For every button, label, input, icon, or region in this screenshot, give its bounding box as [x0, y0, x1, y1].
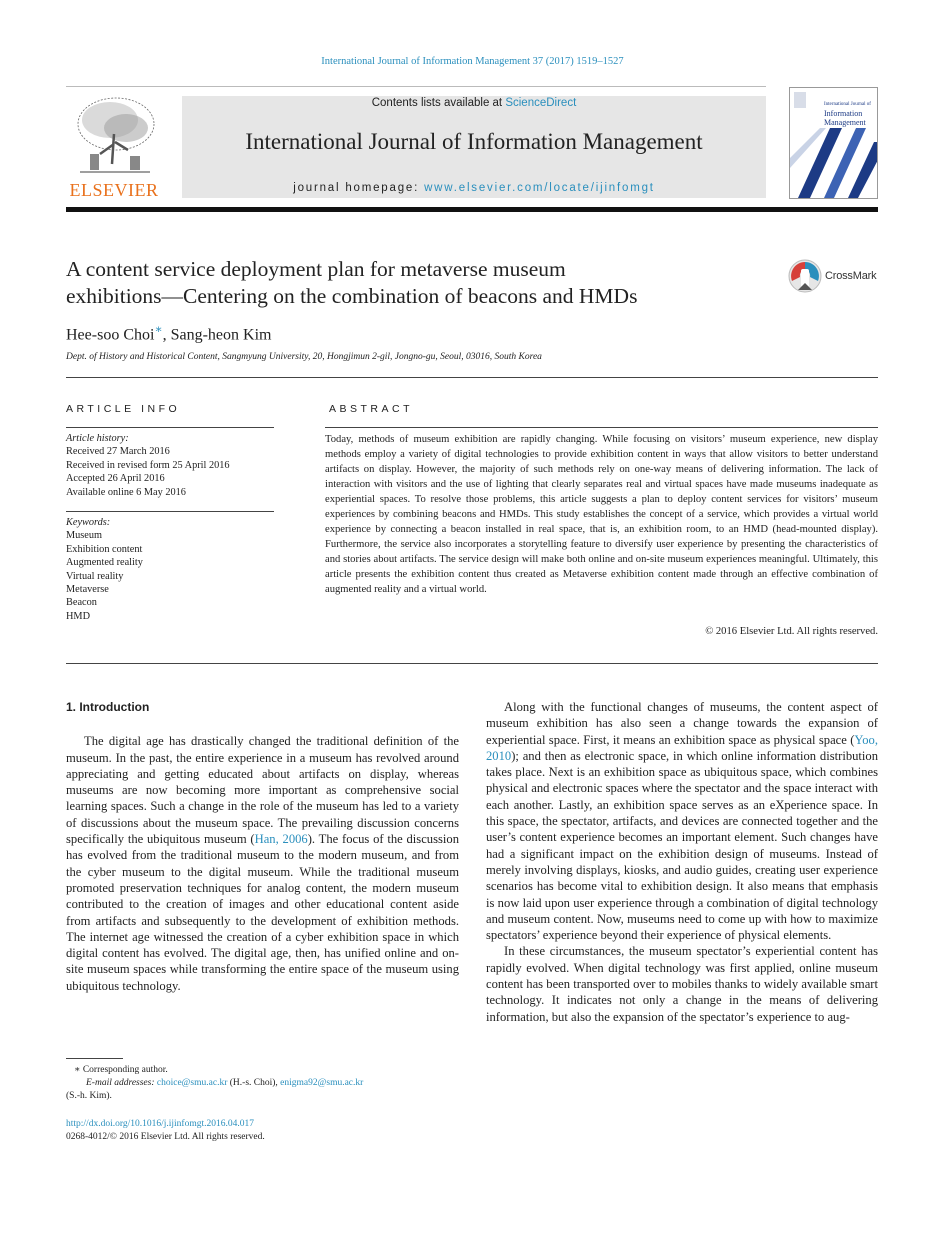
- doi-link[interactable]: http://dx.doi.org/10.1016/j.ijinfomgt.2016.04.017: [66, 1119, 254, 1129]
- divider: [66, 427, 274, 428]
- section-heading-introduction: 1. Introduction: [66, 700, 150, 714]
- author-list: [66, 322, 271, 344]
- body-paragraph: [486, 699, 878, 943]
- article-info-heading: ARTICLE INFO: [66, 403, 181, 415]
- email-link[interactable]: enigma92@smu.ac.kr: [280, 1078, 364, 1088]
- keyword-item: Beacon: [66, 597, 97, 609]
- divider: [66, 511, 274, 512]
- email-link[interactable]: choice@smu.ac.kr: [156, 1078, 228, 1088]
- journal-title: International Journal of Information Management: [245, 129, 703, 154]
- keyword-item: HMD: [66, 610, 91, 622]
- cover-title-line3: Management: [824, 118, 866, 127]
- footnote-rule: [66, 1058, 123, 1059]
- paragraph-text: ). The focus of the discussion has evolved from the traditional museum to the modern museum, and from the cyber museum to the digital museum. While the traditional museum promoted preservation techniques for analog content, the modern museum contributed to the creation of images and other educational content aside from artifacts and subsequently to the development of exhibition methods. The internet age witnessed the creation of a cyber exhibition space in which digital content has evolved. The digital age, then, has unified online and on-site museum spaces while transforming the entire space of the museum using ubiquitous technology.: [66, 832, 459, 993]
- masthead-bottom-rule: [66, 207, 878, 212]
- abstract-text: Today, methods of museum exhibition are rapidly changing. While focusing on visitors’ museum experience, new display methods employ a variety of digital technologies to provide exhibition content in ways that allow visitors to better understand artifacts on display. However, the majority of such methods rely on one-way means of delivering information. The lack of interaction with visitors and the use of lighting that clearly separates real and virtual spaces have made museums inadequate as experiential spaces. To resolve those problems, this article suggests a plan to deploy content services for visitors’ museum experiences by combining beacons and HMDs. This study establishes the concept of a service, which provides a virtual world experience by connecting a beacon installed in real space, that is, an exhibition room, to an HMD (head-mounted display). Furthermore, the service also incorporates a storytelling feature to diversify user experience by presenting the characteristics of and stories about artifacts. The service design will make both online and on-site museum experiences meaningful. Ultimately, this article presents the exhibition content thus created as Metaverse exhibition content made through an effective combination of augmented reality and a virtual world.: [325, 434, 878, 595]
- homepage-prefix: journal homepage:: [293, 182, 425, 194]
- contents-line: [182, 97, 766, 109]
- masthead-top-rule: [66, 86, 766, 87]
- citation-link[interactable]: Yoo, 2010: [486, 732, 878, 763]
- abstract-heading: ABSTRACT: [329, 403, 414, 415]
- history-item: Received 27 March 2016: [66, 446, 170, 458]
- paragraph-text: ); and then as electronic space, in which online information distribution takes place. Next is an exhibition space as ubiquitous space, which combines physical and electronic spaces where the spectator and the space interact with each another. Lastly, an exhibition space serves as an eXperience space. In this space, the spectator, artifacts, and devices are connected together and the user’s content experience becomes an important element. Such changes have had a significant impact on the exhibition design of museums. Instead of merely involving displays, kiosks, and audio guides, creating user experience scenarios has become vital to exhibition design. It also means that emphasis is now laid upon user experience through a combination of digital technology and museum content. Now, museums need to come up with how to maximize spectators’ experience beyond their experience of physical elements.: [486, 748, 878, 943]
- elsevier-logo[interactable]: [66, 94, 162, 200]
- cover-title-line1: International Journal of: [824, 102, 871, 107]
- body-paragraph: In these circumstances, the museum spectator’s experiential content has rapidly evolved. When digital technology was first applied, online museum content has been transported over to mobiles thanks to widely available smart technology. It indicates not only a change in the means of delivering information, but also the expansion of the spectator’s experience to aug-: [486, 944, 878, 1024]
- history-item: Available online 6 May 2016: [66, 486, 186, 498]
- journal-homepage: [182, 182, 766, 194]
- keywords-label: Keywords:: [66, 517, 111, 528]
- homepage-link[interactable]: www.elsevier.com/locate/ijinfomgt: [424, 182, 655, 194]
- history-item: Received in revised form 25 April 2016: [66, 459, 230, 471]
- cover-title-line2: Information: [824, 109, 863, 118]
- body-column-right: [486, 699, 878, 1025]
- masthead: [66, 86, 878, 199]
- journal-cover-thumbnail[interactable]: [789, 87, 878, 199]
- author-separator: ,: [162, 326, 171, 344]
- paragraph-text: Along with the functional changes of museums, the content aspect of museum exhibition has also seen a change towards the expansion of experiential space. First, it means an exhibition space as physical space (: [486, 700, 878, 747]
- email-addresses: [66, 1077, 459, 1090]
- divider: [66, 663, 878, 664]
- citation-link[interactable]: Han, 2006: [254, 832, 308, 847]
- cover-title: [824, 100, 871, 127]
- crossmark-label: CrossMark: [825, 270, 877, 282]
- keyword-item: Virtual reality: [66, 570, 124, 582]
- article-title-line2: exhibitions—Centering on the combination of beacons and HMDs: [66, 284, 638, 308]
- body-paragraph: [66, 733, 459, 994]
- article-title-line1: A content service deployment plan for metaverse museum: [66, 257, 566, 281]
- elsevier-wordmark: ELSEVIER: [69, 180, 159, 200]
- author-affiliation: Dept. of History and Historical Content, Sangmyung University, 20, Hongjimun 2-gil, Jongno-gu, Seoul, 03016, South Korea: [66, 352, 542, 362]
- elsevier-tree-icon: [70, 94, 158, 178]
- footnotes: [66, 1064, 459, 1103]
- contents-prefix: Contents lists available at: [371, 97, 506, 109]
- email-owner: (H.-s. Choi),: [227, 1078, 281, 1088]
- paragraph-text: The digital age has drastically changed the traditional definition of the museum. In the past, the entire experience in a museum has revolved around appreciating and getting educated about artifacts on display, whereas museums are now becoming more important as comprehensive social learning spaces. Such a change in the role of the museum has led to a variety of discussions about the museum space. The prevailing discussion concerns specifically the ubiquitous museum (: [66, 734, 459, 847]
- keyword-item: Augmented reality: [66, 557, 143, 569]
- keyword-item: Exhibition content: [66, 543, 143, 555]
- email-owner: (S.-h. Kim).: [66, 1091, 112, 1101]
- article-history: [66, 432, 276, 499]
- sciencedirect-link[interactable]: ScienceDirect: [505, 97, 577, 109]
- keyword-item: Museum: [66, 530, 103, 542]
- corresponding-author-note: ∗ Corresponding author.: [74, 1065, 168, 1075]
- history-item: Accepted 26 April 2016: [66, 473, 165, 485]
- journal-reference[interactable]: International Journal of Information Management 37 (2017) 1519–1527: [321, 56, 624, 67]
- divider: [325, 427, 878, 428]
- doi-block: [66, 1118, 459, 1144]
- divider: [66, 377, 878, 378]
- crossmark-badge[interactable]: [788, 259, 880, 293]
- article-title: [66, 256, 756, 310]
- journal-banner: [182, 96, 766, 198]
- email-label: E-mail addresses:: [86, 1078, 157, 1088]
- body-column-left: [66, 699, 459, 994]
- keyword-list: [66, 516, 276, 623]
- crossmark-icon: [788, 259, 822, 293]
- author-name[interactable]: Sang-heon Kim: [170, 326, 272, 344]
- corresponding-author-mark[interactable]: ∗: [154, 322, 163, 336]
- history-label: Article history:: [66, 433, 129, 444]
- keyword-item: Metaverse: [66, 584, 109, 596]
- abstract-copyright: © 2016 Elsevier Ltd. All rights reserved.: [705, 626, 878, 637]
- issn-copyright: 0268-4012/© 2016 Elsevier Ltd. All rights reserved.: [66, 1132, 265, 1142]
- author-name[interactable]: Hee-soo Choi: [66, 326, 155, 344]
